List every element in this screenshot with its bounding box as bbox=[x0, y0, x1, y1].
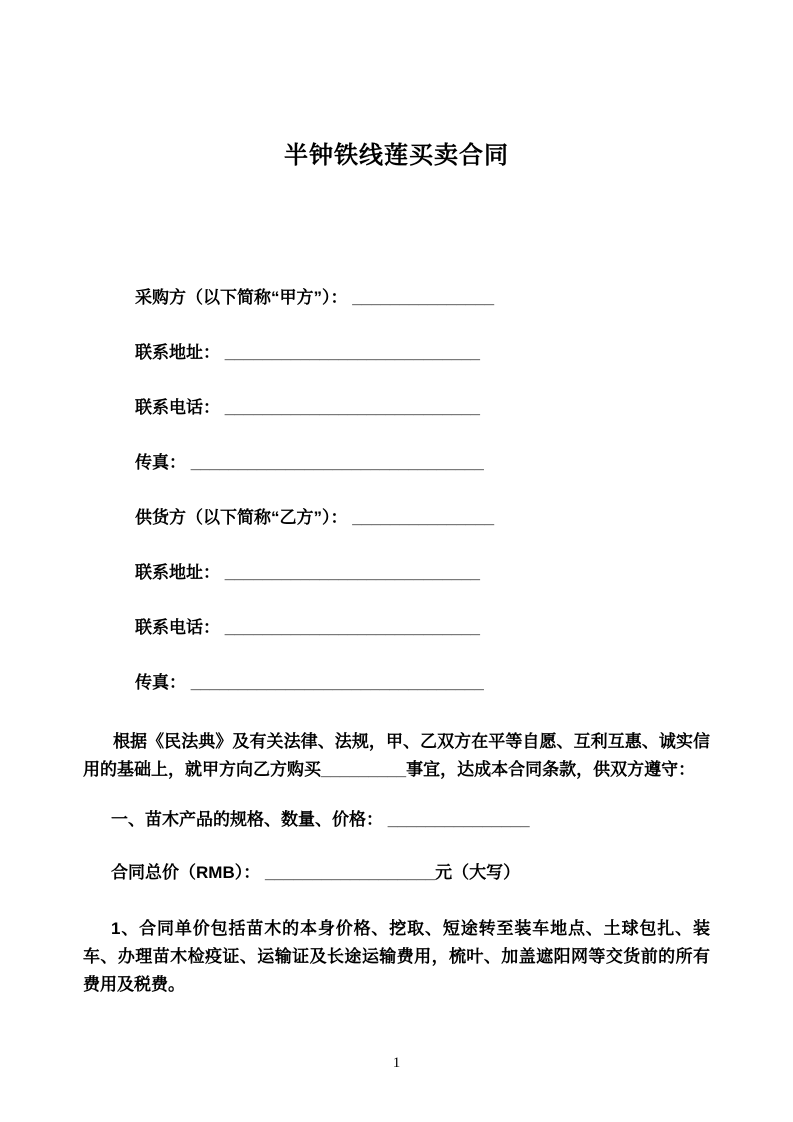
clause-total-price-line: 合同总价（RMB）： __________________元（大写） bbox=[111, 863, 521, 882]
party-b-name-line: 供货方（以下简称“乙方”）： _______________ bbox=[135, 508, 495, 527]
contract-title: 半钟铁线莲买卖合同 bbox=[284, 142, 509, 169]
party-b-phone-line: 联系电话： ___________________________ bbox=[135, 618, 480, 637]
party-a-address-line: 联系地址： ___________________________ bbox=[135, 343, 480, 362]
party-a-phone-line: 联系电话： ___________________________ bbox=[135, 398, 480, 417]
party-b-fax-line: 传真： _______________________________ bbox=[135, 673, 484, 692]
party-a-name-line: 采购方（以下简称“甲方”）： _______________ bbox=[135, 288, 495, 307]
party-a-fax-line: 传真： _______________________________ bbox=[135, 453, 484, 472]
party-b-address-line: 联系地址： ___________________________ bbox=[135, 563, 480, 582]
page-number: 1 bbox=[392, 1055, 401, 1071]
clause-spec-quantity-price-line: 一、苗木产品的规格、数量、价格： _______________ bbox=[111, 810, 530, 829]
contract-preamble-paragraph: 根据《民法典》及有关法律、法规，甲、乙双方在平等自愿、互利互惠、诚实信用的基础上，就甲方向乙方购买_________事宜，达成本合同条款，供双方遵守： bbox=[83, 732, 710, 779]
clause-unit-price-paragraph: 1、合同单价包括苗木的本身价格、挖取、短途转至装车地点、土球包扎、装车、办理苗木检疫证、运输证及长途运输费用，梳叶、加盖遮阳网等交货前的所有费用及税费。 bbox=[83, 919, 710, 994]
